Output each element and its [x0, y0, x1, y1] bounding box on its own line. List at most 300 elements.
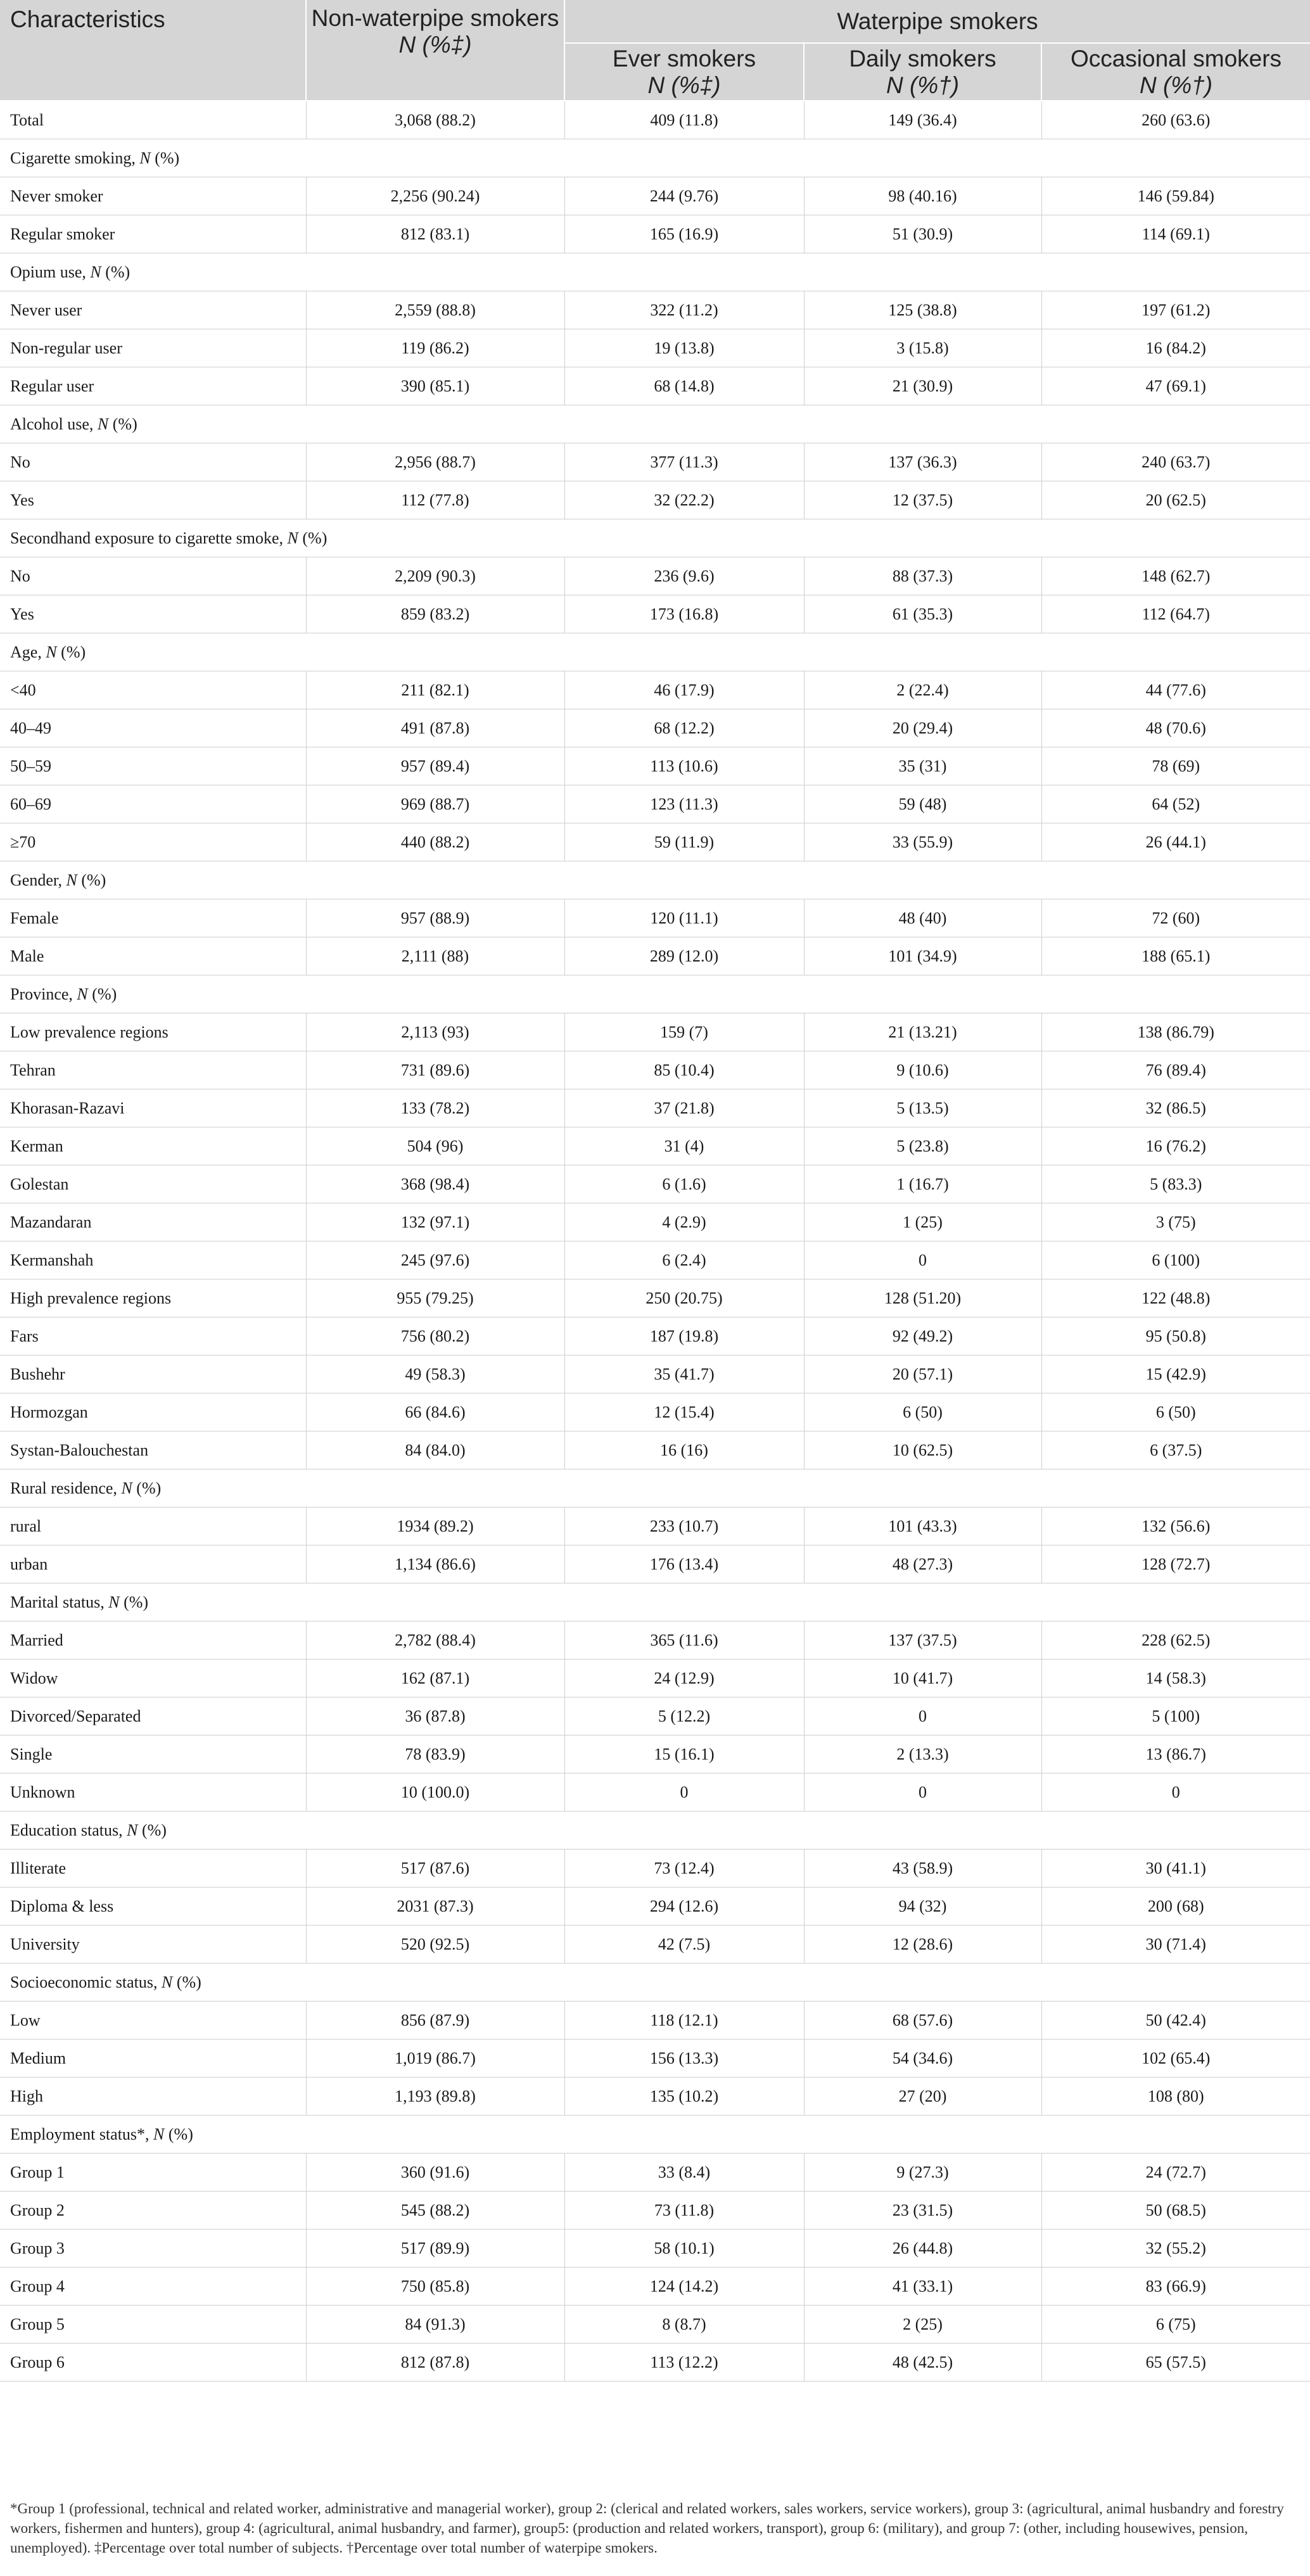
section-percent-suffix: (%): [81, 870, 106, 889]
cell-daily-smokers: 88 (37.3): [804, 557, 1041, 595]
table-row: [0, 1926, 1310, 1964]
table-row: [0, 1735, 1310, 1773]
section-header-label: [0, 2116, 1310, 2154]
cell-occasional-smokers: 32 (55.2): [1041, 2230, 1310, 2268]
cell-ever-smokers: 6 (1.6): [564, 1165, 804, 1203]
section-name: Employment status*,: [10, 2124, 149, 2143]
row-label: Married: [0, 1621, 306, 1659]
table-row: [0, 1241, 1310, 1279]
cell-occasional-smokers: 95 (50.8): [1041, 1317, 1310, 1355]
cell-non-waterpipe: 112 (77.8): [306, 481, 564, 519]
row-label: Group 5: [0, 2306, 306, 2344]
header-non-waterpipe-title: Non-waterpipe smokers: [311, 5, 559, 31]
cell-ever-smokers: 73 (11.8): [564, 2192, 804, 2230]
row-label: Total: [0, 101, 306, 139]
cell-daily-smokers: 48 (40): [804, 899, 1041, 937]
cell-occasional-smokers: 16 (84.2): [1041, 329, 1310, 367]
section-n-symbol: N: [46, 642, 57, 661]
cell-non-waterpipe: 78 (83.9): [306, 1735, 564, 1773]
row-label: Non-regular user: [0, 329, 306, 367]
cell-non-waterpipe: 211 (82.1): [306, 671, 564, 709]
cell-non-waterpipe: 1934 (89.2): [306, 1507, 564, 1545]
cell-occasional-smokers: 6 (50): [1041, 1393, 1310, 1431]
section-header-label: [0, 253, 1310, 291]
cell-occasional-smokers: 188 (65.1): [1041, 937, 1310, 975]
table-row: [0, 1545, 1310, 1583]
row-label: Divorced/Separated: [0, 1697, 306, 1735]
row-label: Mazandaran: [0, 1203, 306, 1241]
cell-ever-smokers: 6 (2.4): [564, 1241, 804, 1279]
cell-daily-smokers: 27 (20): [804, 2078, 1041, 2116]
table-row: [0, 671, 1310, 709]
table-row: [0, 367, 1310, 405]
cell-non-waterpipe: 2,559 (88.8): [306, 291, 564, 329]
cell-non-waterpipe: 957 (89.4): [306, 747, 564, 785]
table-row: [0, 1279, 1310, 1317]
cell-non-waterpipe: 245 (97.6): [306, 1241, 564, 1279]
table-row: [0, 1773, 1310, 1811]
section-name: Secondhand exposure to cigarette smoke,: [10, 528, 284, 547]
cell-non-waterpipe: 969 (88.7): [306, 785, 564, 823]
cell-non-waterpipe: 368 (98.4): [306, 1165, 564, 1203]
table-row: [0, 1203, 1310, 1241]
cell-non-waterpipe: 731 (89.6): [306, 1051, 564, 1089]
cell-non-waterpipe: 36 (87.8): [306, 1697, 564, 1735]
cell-occasional-smokers: 50 (68.5): [1041, 2192, 1310, 2230]
cell-non-waterpipe: 812 (87.8): [306, 2344, 564, 2382]
cell-occasional-smokers: 6 (100): [1041, 1241, 1310, 1279]
header-non-waterpipe-sub: N (%‡): [398, 32, 472, 58]
cell-ever-smokers: 187 (19.8): [564, 1317, 804, 1355]
section-header-label: [0, 1964, 1310, 2002]
row-label: Low: [0, 2002, 306, 2040]
cell-occasional-smokers: 50 (42.4): [1041, 2002, 1310, 2040]
cell-non-waterpipe: 119 (86.2): [306, 329, 564, 367]
table-row: [0, 1621, 1310, 1659]
cell-non-waterpipe: 2,956 (88.7): [306, 443, 564, 481]
section-name: Alcohol use,: [10, 414, 94, 433]
cell-ever-smokers: 68 (14.8): [564, 367, 804, 405]
cell-ever-smokers: 15 (16.1): [564, 1735, 804, 1773]
section-header-label: [0, 405, 1310, 443]
cell-daily-smokers: 33 (55.9): [804, 823, 1041, 861]
cell-ever-smokers: 12 (15.4): [564, 1393, 804, 1431]
row-label: Low prevalence regions: [0, 1013, 306, 1051]
row-label: Systan-Balouchestan: [0, 1431, 306, 1469]
cell-non-waterpipe: 84 (91.3): [306, 2306, 564, 2344]
cell-non-waterpipe: 10 (100.0): [306, 1773, 564, 1811]
cell-occasional-smokers: 197 (61.2): [1041, 291, 1310, 329]
section-n-symbol: N: [287, 528, 298, 547]
row-label: Khorasan-Razavi: [0, 1089, 306, 1127]
row-label: urban: [0, 1545, 306, 1583]
cell-daily-smokers: 9 (27.3): [804, 2154, 1041, 2192]
cell-non-waterpipe: 162 (87.1): [306, 1659, 564, 1697]
cell-ever-smokers: 68 (12.2): [564, 709, 804, 747]
section-percent-suffix: (%): [302, 528, 328, 547]
header-daily-title: Daily smokers: [849, 45, 996, 72]
cell-ever-smokers: 159 (7): [564, 1013, 804, 1051]
cell-daily-smokers: 5 (23.8): [804, 1127, 1041, 1165]
table-row: [0, 1850, 1310, 1888]
cell-non-waterpipe: 517 (87.6): [306, 1850, 564, 1888]
table-row: [0, 2078, 1310, 2116]
row-label: 50–59: [0, 747, 306, 785]
cell-occasional-smokers: 228 (62.5): [1041, 1621, 1310, 1659]
row-label: University: [0, 1926, 306, 1964]
header-ever-title: Ever smokers: [612, 45, 756, 72]
section-header-row: [0, 519, 1310, 557]
cell-occasional-smokers: 76 (89.4): [1041, 1051, 1310, 1089]
cell-occasional-smokers: 132 (56.6): [1041, 1507, 1310, 1545]
row-label: Hormozgan: [0, 1393, 306, 1431]
cell-ever-smokers: 289 (12.0): [564, 937, 804, 975]
cell-ever-smokers: 0: [564, 1773, 804, 1811]
section-percent-suffix: (%): [141, 1820, 167, 1839]
cell-ever-smokers: 236 (9.6): [564, 557, 804, 595]
section-percent-suffix: (%): [61, 642, 86, 661]
row-label: Diploma & less: [0, 1888, 306, 1926]
section-header-label: [0, 633, 1310, 671]
cell-non-waterpipe: 812 (83.1): [306, 215, 564, 253]
header-ever-smokers: [564, 43, 804, 101]
cell-non-waterpipe: 504 (96): [306, 1127, 564, 1165]
cell-ever-smokers: 19 (13.8): [564, 329, 804, 367]
section-n-symbol: N: [153, 2124, 165, 2143]
cell-daily-smokers: 125 (38.8): [804, 291, 1041, 329]
cell-ever-smokers: 120 (11.1): [564, 899, 804, 937]
section-header-label: [0, 519, 1310, 557]
header-occasional-sub: N (%†): [1139, 72, 1213, 98]
cell-occasional-smokers: 146 (59.84): [1041, 177, 1310, 215]
cell-daily-smokers: 12 (37.5): [804, 481, 1041, 519]
cell-ever-smokers: 113 (12.2): [564, 2344, 804, 2382]
cell-occasional-smokers: 3 (75): [1041, 1203, 1310, 1241]
table-row: [0, 899, 1310, 937]
row-label: 40–49: [0, 709, 306, 747]
cell-non-waterpipe: 2,782 (88.4): [306, 1621, 564, 1659]
cell-non-waterpipe: 957 (88.9): [306, 899, 564, 937]
section-header-row: [0, 633, 1310, 671]
table-row: [0, 2002, 1310, 2040]
cell-ever-smokers: 58 (10.1): [564, 2230, 804, 2268]
cell-daily-smokers: 137 (37.5): [804, 1621, 1041, 1659]
cell-daily-smokers: 92 (49.2): [804, 1317, 1041, 1355]
row-label: Widow: [0, 1659, 306, 1697]
cell-daily-smokers: 149 (36.4): [804, 101, 1041, 139]
section-name: Age,: [10, 642, 42, 661]
table-row: [0, 557, 1310, 595]
row-label: <40: [0, 671, 306, 709]
row-label: Group 6: [0, 2344, 306, 2382]
row-label: Kerman: [0, 1127, 306, 1165]
section-header-row: [0, 1583, 1310, 1621]
cell-daily-smokers: 2 (25): [804, 2306, 1041, 2344]
section-name: Opium use,: [10, 262, 86, 281]
cell-ever-smokers: 35 (41.7): [564, 1355, 804, 1393]
cell-ever-smokers: 135 (10.2): [564, 2078, 804, 2116]
table-row: [0, 785, 1310, 823]
table-row: [0, 1165, 1310, 1203]
cell-non-waterpipe: 1,193 (89.8): [306, 2078, 564, 2116]
cell-ever-smokers: 250 (20.75): [564, 1279, 804, 1317]
cell-non-waterpipe: 756 (80.2): [306, 1317, 564, 1355]
row-label: Never user: [0, 291, 306, 329]
row-label: Fars: [0, 1317, 306, 1355]
cell-occasional-smokers: 47 (69.1): [1041, 367, 1310, 405]
cell-non-waterpipe: 1,019 (86.7): [306, 2040, 564, 2078]
cell-daily-smokers: 54 (34.6): [804, 2040, 1041, 2078]
cell-ever-smokers: 8 (8.7): [564, 2306, 804, 2344]
row-label: Group 2: [0, 2192, 306, 2230]
section-n-symbol: N: [139, 148, 151, 167]
section-name: Gender,: [10, 870, 62, 889]
row-label: Bushehr: [0, 1355, 306, 1393]
cell-ever-smokers: 59 (11.9): [564, 823, 804, 861]
cell-daily-smokers: 101 (43.3): [804, 1507, 1041, 1545]
cell-occasional-smokers: 5 (83.3): [1041, 1165, 1310, 1203]
section-n-symbol: N: [127, 1820, 138, 1839]
cell-daily-smokers: 10 (41.7): [804, 1659, 1041, 1697]
section-header-row: [0, 975, 1310, 1013]
cell-occasional-smokers: 24 (72.7): [1041, 2154, 1310, 2192]
cell-ever-smokers: 118 (12.1): [564, 2002, 804, 2040]
section-header-label: [0, 1811, 1310, 1850]
cell-daily-smokers: 128 (51.20): [804, 1279, 1041, 1317]
cell-ever-smokers: 85 (10.4): [564, 1051, 804, 1089]
cell-daily-smokers: 0: [804, 1697, 1041, 1735]
cell-ever-smokers: 156 (13.3): [564, 2040, 804, 2078]
row-label: Medium: [0, 2040, 306, 2078]
section-name: Rural residence,: [10, 1478, 117, 1497]
section-percent-suffix: (%): [155, 148, 180, 167]
cell-non-waterpipe: 84 (84.0): [306, 1431, 564, 1469]
row-label: Golestan: [0, 1165, 306, 1203]
cell-non-waterpipe: 1,134 (86.6): [306, 1545, 564, 1583]
cell-daily-smokers: 59 (48): [804, 785, 1041, 823]
cell-daily-smokers: 137 (36.3): [804, 443, 1041, 481]
cell-daily-smokers: 35 (31): [804, 747, 1041, 785]
section-header-label: [0, 1469, 1310, 1507]
cell-daily-smokers: 98 (40.16): [804, 177, 1041, 215]
section-name: Province,: [10, 984, 73, 1003]
section-percent-suffix: (%): [112, 414, 137, 433]
section-header-label: [0, 1583, 1310, 1621]
section-n-symbol: N: [66, 870, 77, 889]
header-characteristics-label: Characteristics: [10, 6, 165, 32]
row-label: Female: [0, 899, 306, 937]
cell-daily-smokers: 51 (30.9): [804, 215, 1041, 253]
table-row: [0, 709, 1310, 747]
table-row: [0, 2344, 1310, 2382]
section-percent-suffix: (%): [92, 984, 117, 1003]
cell-non-waterpipe: 955 (79.25): [306, 1279, 564, 1317]
table-row: [0, 329, 1310, 367]
cell-occasional-smokers: 122 (48.8): [1041, 1279, 1310, 1317]
cell-daily-smokers: 21 (13.21): [804, 1013, 1041, 1051]
cell-ever-smokers: 31 (4): [564, 1127, 804, 1165]
cell-occasional-smokers: 26 (44.1): [1041, 823, 1310, 861]
row-label: Unknown: [0, 1773, 306, 1811]
cell-non-waterpipe: 390 (85.1): [306, 367, 564, 405]
row-label: rural: [0, 1507, 306, 1545]
header-ever-sub: N (%‡): [647, 72, 721, 98]
cell-ever-smokers: 46 (17.9): [564, 671, 804, 709]
cell-non-waterpipe: 2,113 (93): [306, 1013, 564, 1051]
table-row: [0, 1393, 1310, 1431]
cell-occasional-smokers: 260 (63.6): [1041, 101, 1310, 139]
table-row: [0, 2154, 1310, 2192]
table-row: [0, 1697, 1310, 1735]
cell-daily-smokers: 61 (35.3): [804, 595, 1041, 633]
cell-daily-smokers: 48 (42.5): [804, 2344, 1041, 2382]
table-row: [0, 1051, 1310, 1089]
cell-ever-smokers: 294 (12.6): [564, 1888, 804, 1926]
table-footnote: *Group 1 (professional, technical and related worker, administrative and managerial worker), group 2: (clerical and related workers, sales workers, service workers), group 3: (agricultural, animal husbandry and forestry workers, fishermen and hunters), group 4: (agricultural, animal husbandry, and farmer), group5: (production and related workers, transport), group 6: (military), and group 7: (other, including housewives, pension, unemployed). ‡Percentage over total number of subjects. †Percentage over total number of waterpipe smokers.: [10, 2501, 1284, 2556]
cell-non-waterpipe: 2,111 (88): [306, 937, 564, 975]
section-name: Education status,: [10, 1820, 123, 1839]
cell-occasional-smokers: 102 (65.4): [1041, 2040, 1310, 2078]
row-label: 60–69: [0, 785, 306, 823]
section-header-row: [0, 253, 1310, 291]
cell-occasional-smokers: 30 (71.4): [1041, 1926, 1310, 1964]
section-percent-suffix: (%): [124, 1592, 149, 1611]
cell-daily-smokers: 0: [804, 1241, 1041, 1279]
cell-occasional-smokers: 20 (62.5): [1041, 481, 1310, 519]
header-non-waterpipe: [306, 0, 564, 101]
cell-occasional-smokers: 48 (70.6): [1041, 709, 1310, 747]
cell-daily-smokers: 101 (34.9): [804, 937, 1041, 975]
section-n-symbol: N: [121, 1478, 132, 1497]
cell-daily-smokers: 94 (32): [804, 1888, 1041, 1926]
cell-ever-smokers: 33 (8.4): [564, 2154, 804, 2192]
table-header: [0, 0, 1310, 101]
cell-daily-smokers: 0: [804, 1773, 1041, 1811]
cell-non-waterpipe: 2,256 (90.24): [306, 177, 564, 215]
cell-occasional-smokers: 148 (62.7): [1041, 557, 1310, 595]
table-row: [0, 101, 1310, 139]
header-daily-smokers: [804, 43, 1041, 101]
table-row: [0, 177, 1310, 215]
cell-ever-smokers: 16 (16): [564, 1431, 804, 1469]
row-label: Yes: [0, 481, 306, 519]
section-n-symbol: N: [77, 984, 88, 1003]
cell-daily-smokers: 41 (33.1): [804, 2268, 1041, 2306]
cell-ever-smokers: 233 (10.7): [564, 1507, 804, 1545]
header-occasional-title: Occasional smokers: [1070, 45, 1282, 72]
cell-ever-smokers: 244 (9.76): [564, 177, 804, 215]
table-row: [0, 1355, 1310, 1393]
cell-daily-smokers: 23 (31.5): [804, 2192, 1041, 2230]
row-label: Yes: [0, 595, 306, 633]
cell-non-waterpipe: 545 (88.2): [306, 2192, 564, 2230]
cell-daily-smokers: 12 (28.6): [804, 1926, 1041, 1964]
cell-daily-smokers: 21 (30.9): [804, 367, 1041, 405]
cell-ever-smokers: 365 (11.6): [564, 1621, 804, 1659]
cell-ever-smokers: 24 (12.9): [564, 1659, 804, 1697]
row-label: Single: [0, 1735, 306, 1773]
cell-non-waterpipe: 859 (83.2): [306, 595, 564, 633]
cell-occasional-smokers: 44 (77.6): [1041, 671, 1310, 709]
cell-daily-smokers: 3 (15.8): [804, 329, 1041, 367]
section-header-row: [0, 861, 1310, 899]
cell-occasional-smokers: 112 (64.7): [1041, 595, 1310, 633]
section-name: Cigarette smoking,: [10, 148, 136, 167]
cell-ever-smokers: 173 (16.8): [564, 595, 804, 633]
row-label: High: [0, 2078, 306, 2116]
cell-daily-smokers: 48 (27.3): [804, 1545, 1041, 1583]
cell-occasional-smokers: 108 (80): [1041, 2078, 1310, 2116]
table-row: [0, 1013, 1310, 1051]
section-header-row: [0, 2116, 1310, 2154]
header-occasional-smokers: [1041, 43, 1310, 101]
cell-ever-smokers: 123 (11.3): [564, 785, 804, 823]
cell-occasional-smokers: 14 (58.3): [1041, 1659, 1310, 1697]
section-percent-suffix: (%): [136, 1478, 162, 1497]
row-label: Group 1: [0, 2154, 306, 2192]
cell-ever-smokers: 124 (14.2): [564, 2268, 804, 2306]
cell-ever-smokers: 42 (7.5): [564, 1926, 804, 1964]
table-row: [0, 215, 1310, 253]
table-row: [0, 1507, 1310, 1545]
cell-occasional-smokers: 32 (86.5): [1041, 1089, 1310, 1127]
cell-occasional-smokers: 240 (63.7): [1041, 443, 1310, 481]
cell-non-waterpipe: 491 (87.8): [306, 709, 564, 747]
cell-ever-smokers: 409 (11.8): [564, 101, 804, 139]
cell-ever-smokers: 176 (13.4): [564, 1545, 804, 1583]
cell-occasional-smokers: 200 (68): [1041, 1888, 1310, 1926]
cell-daily-smokers: 1 (16.7): [804, 1165, 1041, 1203]
cell-ever-smokers: 322 (11.2): [564, 291, 804, 329]
table-row: [0, 2268, 1310, 2306]
row-label: No: [0, 557, 306, 595]
cell-ever-smokers: 5 (12.2): [564, 1697, 804, 1735]
cell-occasional-smokers: 65 (57.5): [1041, 2344, 1310, 2382]
section-header-label: [0, 975, 1310, 1013]
cell-occasional-smokers: 83 (66.9): [1041, 2268, 1310, 2306]
cell-daily-smokers: 9 (10.6): [804, 1051, 1041, 1089]
cell-ever-smokers: 4 (2.9): [564, 1203, 804, 1241]
cell-non-waterpipe: 3,068 (88.2): [306, 101, 564, 139]
section-header-row: [0, 1469, 1310, 1507]
cell-daily-smokers: 20 (57.1): [804, 1355, 1041, 1393]
cell-non-waterpipe: 856 (87.9): [306, 2002, 564, 2040]
section-header-row: [0, 1811, 1310, 1850]
cell-non-waterpipe: 517 (89.9): [306, 2230, 564, 2268]
cell-occasional-smokers: 6 (37.5): [1041, 1431, 1310, 1469]
cell-occasional-smokers: 114 (69.1): [1041, 215, 1310, 253]
cell-ever-smokers: 73 (12.4): [564, 1850, 804, 1888]
row-label: Group 3: [0, 2230, 306, 2268]
section-header-row: [0, 405, 1310, 443]
row-label: Regular smoker: [0, 215, 306, 253]
cell-occasional-smokers: 13 (86.7): [1041, 1735, 1310, 1773]
table-row: [0, 291, 1310, 329]
row-label: ≥70: [0, 823, 306, 861]
table-row: [0, 1317, 1310, 1355]
cell-non-waterpipe: 49 (58.3): [306, 1355, 564, 1393]
table-row: [0, 937, 1310, 975]
table-row: [0, 2192, 1310, 2230]
row-label: Tehran: [0, 1051, 306, 1089]
table-row: [0, 823, 1310, 861]
table-row: [0, 2306, 1310, 2344]
table-row: [0, 1127, 1310, 1165]
cell-daily-smokers: 2 (22.4): [804, 671, 1041, 709]
row-label: Regular user: [0, 367, 306, 405]
cell-ever-smokers: 377 (11.3): [564, 443, 804, 481]
row-label: Male: [0, 937, 306, 975]
